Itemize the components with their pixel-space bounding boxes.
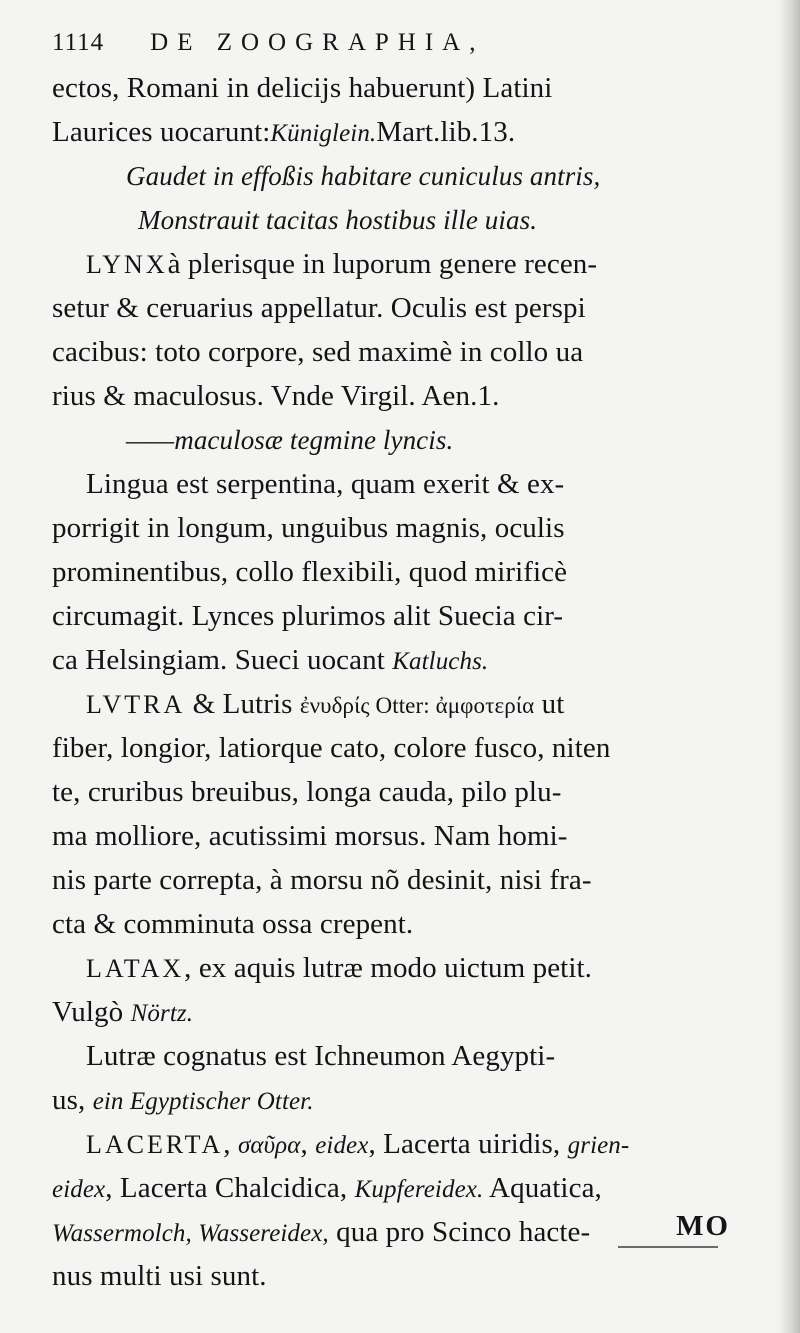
text-run: ein Egyptischer Otter. [92,1088,314,1115]
running-title: DE ZOOGRAPHIA, [150,29,485,56]
text-run: Laurices uocarunt: [52,116,271,148]
running-header [52,20,742,66]
text-run: Lutræ cognatus est Ichneumon Aegypti- [86,1040,556,1072]
text-run: à plerisque in luporum genere recen- [167,248,598,280]
text-line [52,374,742,418]
text-line [52,638,742,682]
text-run: ca Helsingiam. Sueci uocant [52,644,393,676]
text-run: ἐνυδρίς [299,693,370,718]
text-line [52,682,742,726]
text-run: qua pro Scinco hacte- [328,1216,591,1248]
text-line [52,814,742,858]
text-run: Wassermolch, Wassereidex, [52,1220,329,1247]
text-run: ut [534,688,565,720]
text-line [52,1034,742,1078]
text-line [52,286,742,330]
text-line [52,858,742,902]
text-run: eidex [52,1176,106,1203]
text-line [52,506,742,550]
text-run: us, [52,1084,93,1116]
text-run: ectos, Romani in delicijs habuerunt) Latini [52,72,553,104]
text-run: Lingua est serpentina, quam exerit & ex- [86,468,565,500]
text-run: LATAX [86,954,185,983]
text-run: LVTRA [86,690,186,719]
text-line [52,1078,742,1122]
page-edge-shadow [778,0,800,1333]
page-number: 1114 [52,29,105,56]
text-line [52,550,742,594]
text-run: Gaudet in effoßis habitare cuniculus antris, [126,161,601,191]
text-run: , Lacerta Chalcidica, [105,1172,355,1204]
text-line [52,902,742,946]
text-run: Nörtz. [130,1000,194,1027]
text-run: Aquatica, [483,1172,602,1204]
catchword-rule [618,1246,718,1248]
text-run: , Lacerta uiridis, [368,1128,568,1160]
text-line [52,1122,742,1166]
text-line [52,1166,742,1210]
text-run: ——maculosæ tegmine lyncis. [126,425,454,455]
text-run: ἀμφοτερία [435,693,535,718]
text-run: LACERTA [86,1130,224,1159]
text-run: , [223,1128,238,1160]
text-run: Katluchs. [392,648,489,675]
text-line [52,242,742,286]
text-run: Monstrauit tacitas hostibus ille uias. [138,205,538,235]
text-run: σαῦρα [237,1132,301,1159]
text-run: Küniglein. [270,120,377,147]
text-run: Vulgò [52,996,131,1028]
text-run: , ex aquis lutræ modo uictum petit. [184,952,592,984]
text-block [52,20,742,1298]
text-run: Kupfereidex. [354,1176,484,1203]
text-line [52,154,742,198]
text-line [52,594,742,638]
text-line [52,946,742,990]
text-line [52,726,742,770]
text-run: cta & comminuta ossa crepent. [52,908,414,940]
text-run: Mart.lib.13. [376,116,516,148]
text-run: Otter: [369,693,436,718]
text-line [52,990,742,1034]
text-line [52,110,742,154]
text-line [52,418,742,462]
text-run: grien- [567,1132,630,1159]
text-line [52,330,742,374]
text-run: porrigit in longum, unguibus magnis, oculis [52,512,565,544]
text-run: prominentibus, collo flexibili, quod mirificè [52,556,568,588]
text-run: cacibus: toto corpore, sed maximè in collo ua [52,336,584,368]
text-run: circumagit. Lynces plurimos alit Suecia cir- [52,600,564,632]
text-line [52,1254,742,1298]
text-run: setur & ceruarius appellatur. Oculis est perspi [52,292,586,324]
text-run: ma molliore, acutissimi morsus. Nam homi- [52,820,568,852]
text-run: eidex [315,1132,369,1159]
catchword: MO [676,1210,730,1242]
text-run: nis parte correpta, à morsu nõ desinit, nisi fra- [52,864,592,896]
text-run: LYNX [86,250,168,279]
text-line [52,462,742,506]
text-run: te, cruribus breuibus, longa cauda, pilo plu- [52,776,562,808]
text-run: nus multi usi sunt. [52,1260,267,1292]
text-line [52,66,742,110]
text-run: fiber, longior, latiorque cato, colore fusco, niten [52,732,611,764]
text-run: rius & maculosus. Vnde Virgil. Aen.1. [52,380,500,412]
body-text [52,66,742,1298]
text-line [52,198,742,242]
text-line [52,770,742,814]
text-run: & Lutris [185,688,300,720]
text-run: , [300,1128,316,1160]
